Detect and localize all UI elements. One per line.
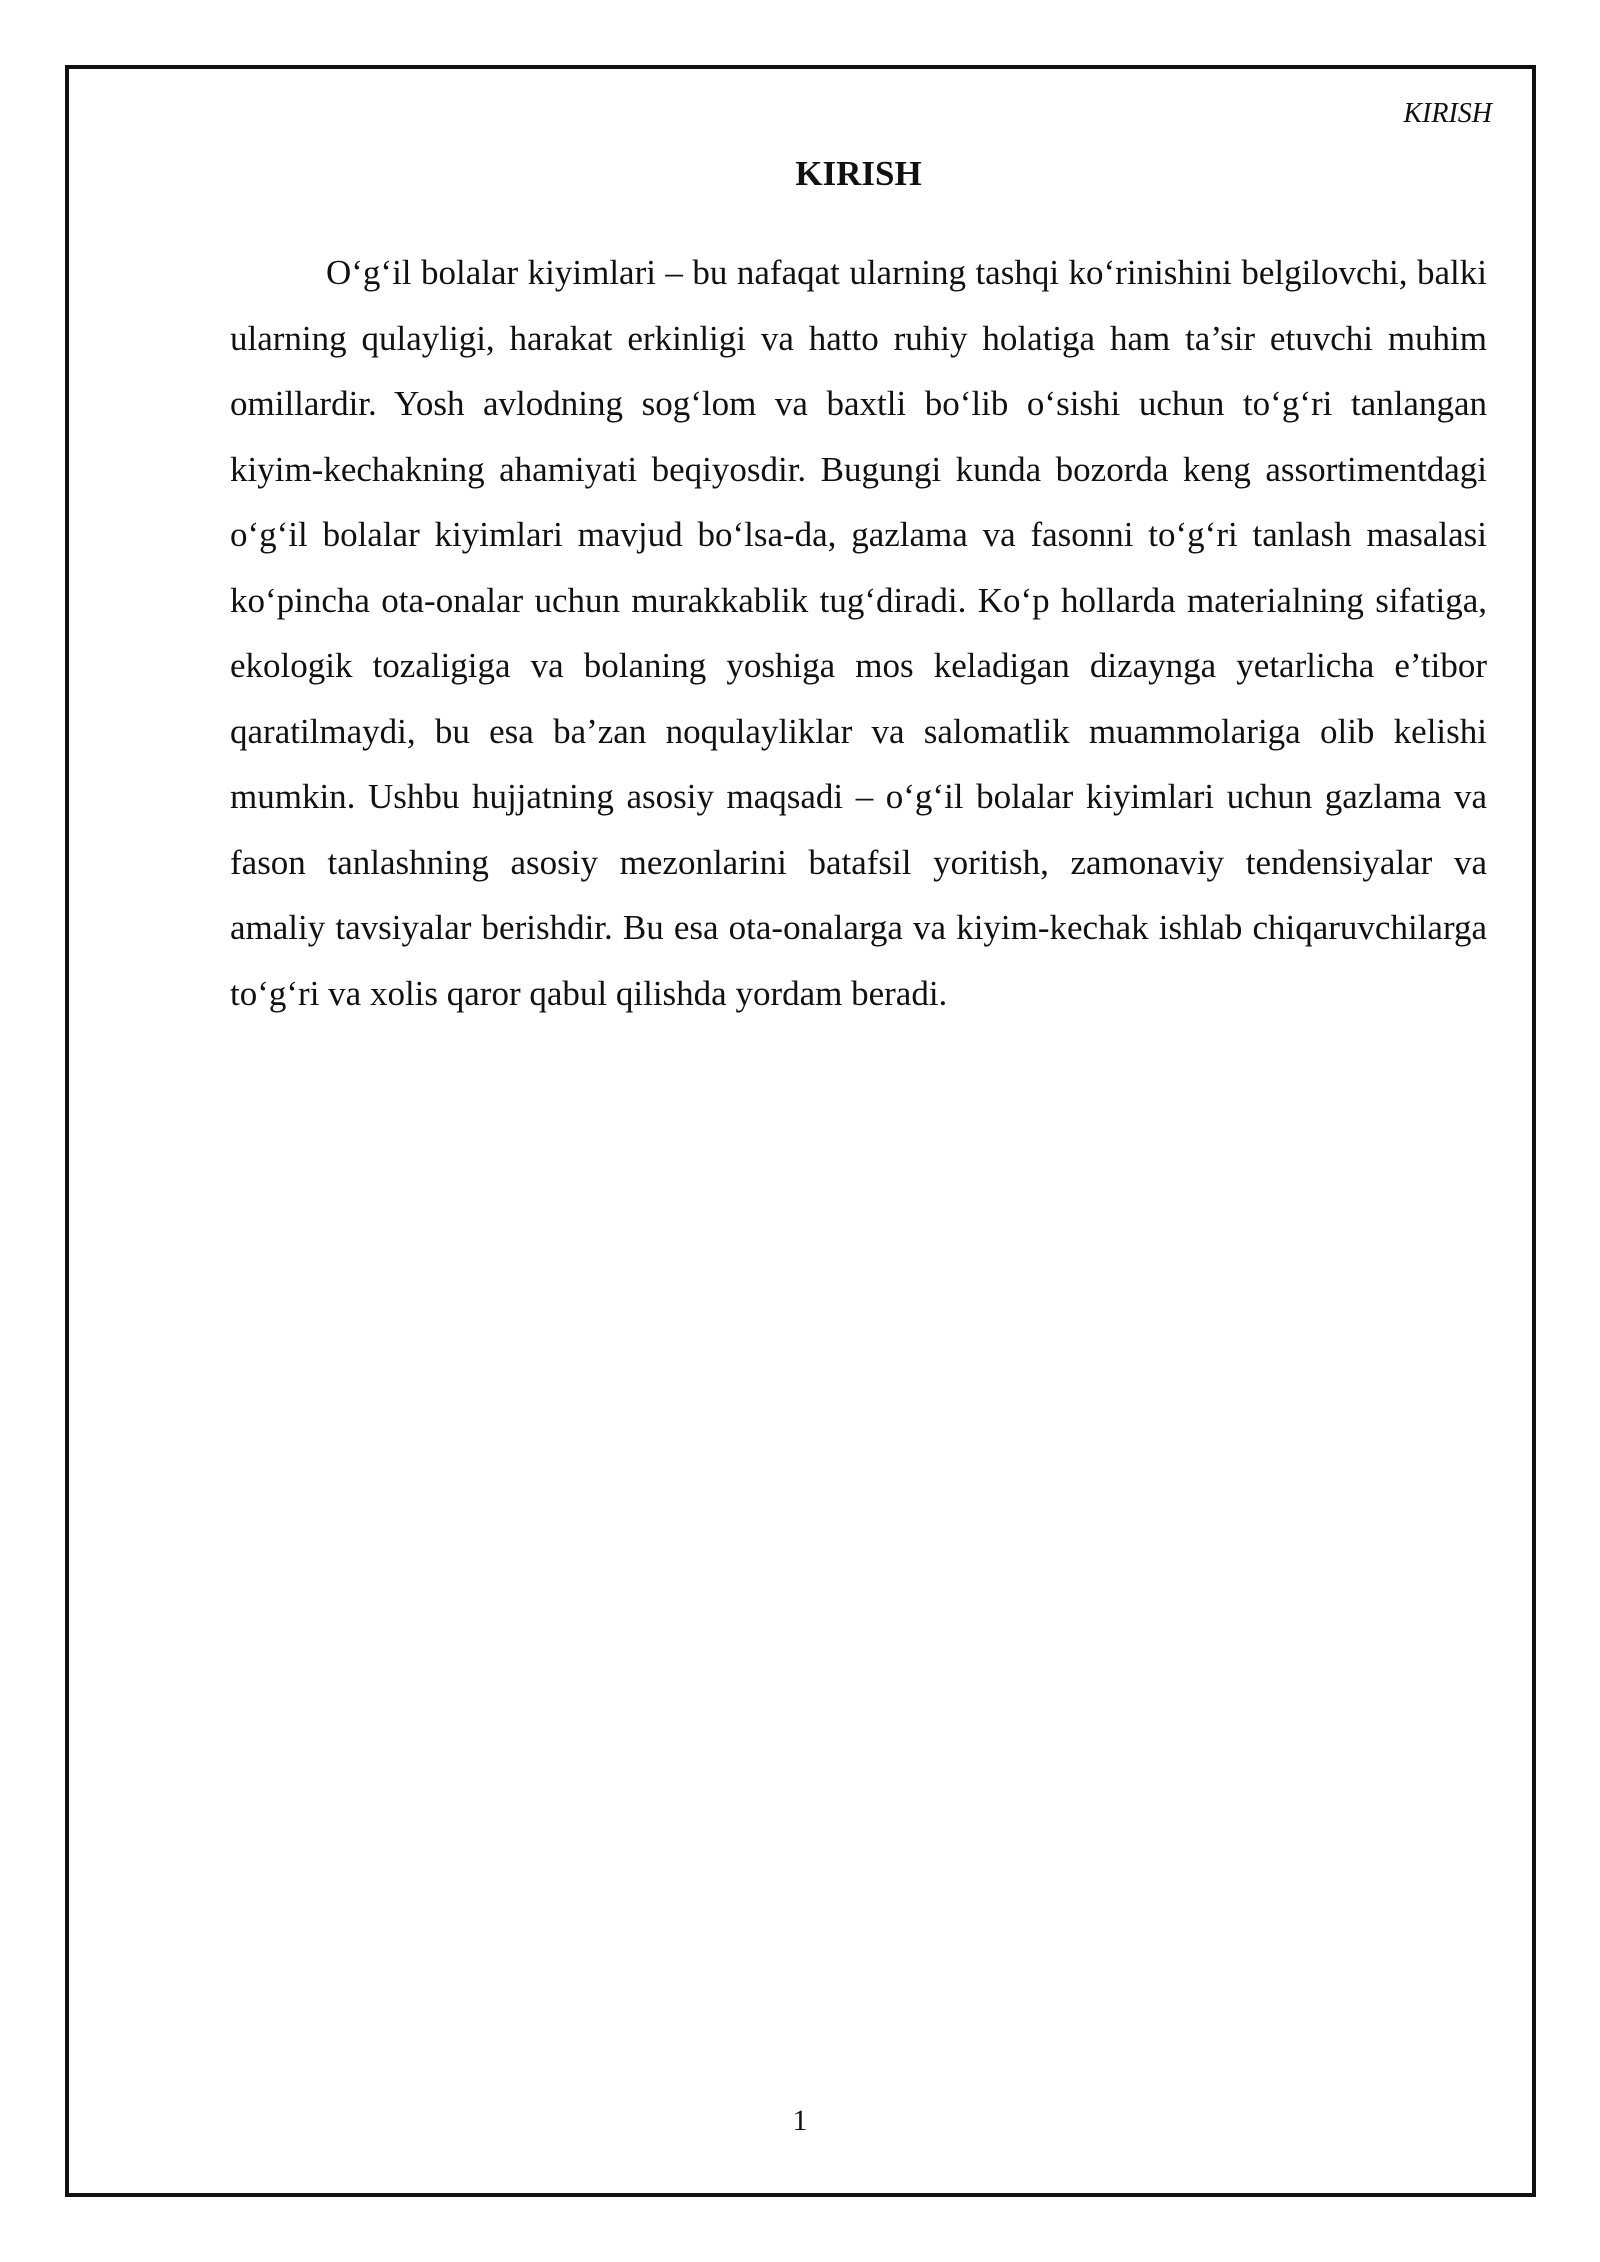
page-number: 1 [792,2104,808,2137]
chapter-title: KIRISH [795,154,922,193]
running-header: KIRISH [1403,98,1492,129]
body-paragraph: O‘g‘il bolalar kiyimlari – bu nafaqat ularning tashqi ko‘rinishini belgilovchi, balki ularning qulayligi, harakat erkinligi va hatto ruhiy holatiga ham ta’sir etuvchi muhim omillardir. Yosh avlodning sog‘lom va baxtli bo‘lib o‘sishi uchun to‘g‘ri tanlangan kiyim-kechakning ahamiyati beqiyosdir. Bugungi kunda bozorda keng assortimentdagi o‘g‘il bolalar kiyimlari mavjud bo‘lsa-da, gazlama va fasonni to‘g‘ri tanlash masalasi ko‘pincha ota-onalar uchun murakkablik tug‘diradi. Ko‘p hollarda materialning sifatiga, ekologik tozaligiga va bolaning yoshiga mos keladigan dizaynga yetarlicha e’tibor qaratilmaydi, bu esa ba’zan noqulayliklar va salomatlik muammolariga olib kelishi mumkin. Ushbu hujjatning asosiy maqsadi – o‘g‘il bolalar kiyimlari uchun gazlama va fason tanlashning asosiy mezonlarini batafsil yoritish, zamonaviy tendensiyalar va amaliy tavsiyalar berishdir. Bu esa ota-onalarga va kiyim-kechak ishlab chiqaruvchilarga to‘g‘ri va xolis qaror qabul qilishda yordam beradi. [230,253,1487,1013]
